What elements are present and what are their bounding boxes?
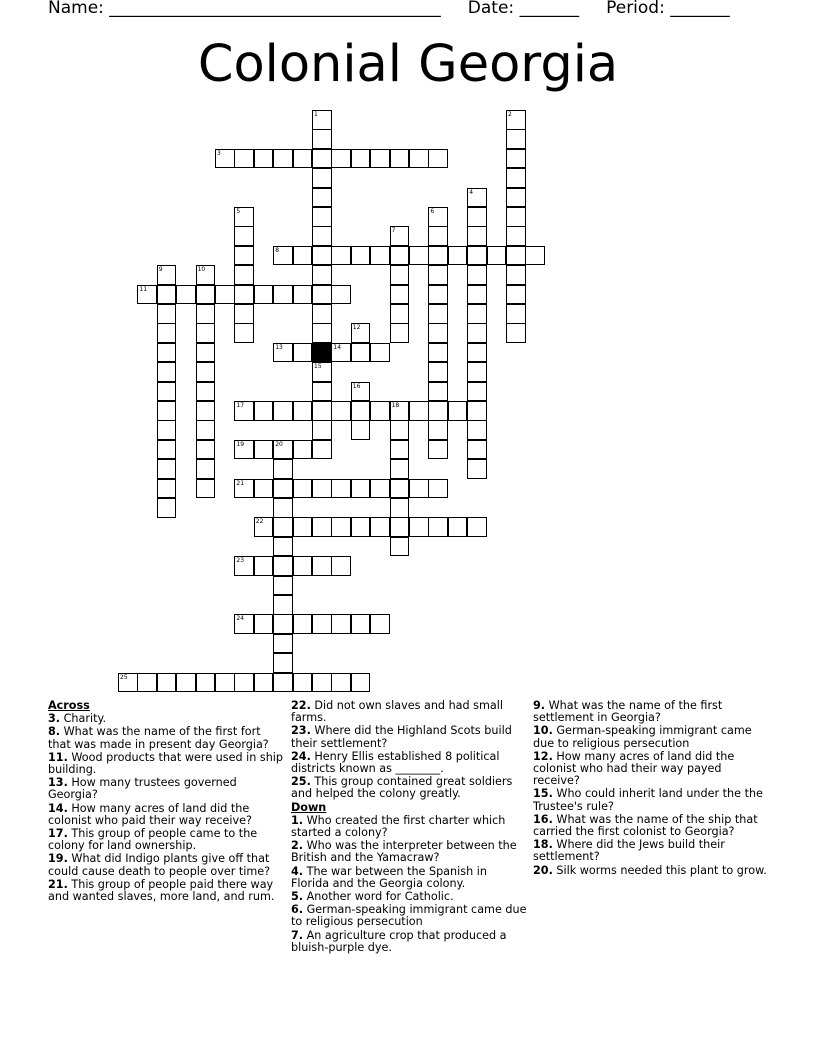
grid-cell[interactable] (254, 440, 274, 460)
grid-cell[interactable] (351, 517, 371, 537)
grid-cell[interactable] (273, 576, 293, 596)
grid-cell[interactable] (157, 362, 177, 382)
clues-column-1 (48, 700, 284, 904)
grid-cell[interactable] (254, 285, 274, 305)
grid-cell[interactable] (234, 265, 254, 285)
grid-cell[interactable] (428, 226, 448, 246)
grid-cell[interactable] (157, 343, 177, 363)
clue-down-1: 1. Who created the first charter which started a colony? (291, 813, 506, 840)
clue-number: 6 (430, 208, 435, 215)
clue-number: 25 (120, 673, 128, 681)
grid-cell[interactable] (273, 653, 293, 673)
grid-cell[interactable] (157, 323, 177, 343)
grid-cell[interactable] (390, 517, 410, 537)
grid-cell[interactable] (467, 517, 487, 537)
clues-column-3 (533, 700, 769, 878)
grid-cell[interactable] (293, 246, 313, 266)
grid-cell[interactable] (273, 614, 293, 634)
clue-number: 2 (508, 111, 512, 118)
clue-down-18: 18. Where did the Jews build their settlement? (533, 838, 725, 864)
grid-cell[interactable] (331, 343, 351, 363)
grid-cell[interactable] (312, 188, 332, 208)
grid-cell[interactable] (137, 285, 157, 305)
grid-cell[interactable] (351, 343, 371, 363)
grid-cell[interactable] (254, 517, 274, 537)
grid-cell[interactable] (273, 537, 293, 557)
grid-cell[interactable] (467, 246, 487, 266)
grid-cell[interactable] (351, 479, 371, 499)
grid-cell[interactable] (157, 285, 177, 305)
grid-cell[interactable] (351, 401, 371, 421)
grid-cell[interactable] (506, 188, 526, 208)
grid-cell[interactable] (390, 149, 410, 169)
grid-cell[interactable] (390, 265, 410, 285)
grid-cell[interactable] (273, 459, 293, 479)
puzzle-title: Colonial Georgia (197, 35, 619, 94)
clue-across-21: 21. This group of people paid there way and wanted slaves, more land, and rum. (48, 877, 275, 904)
grid-cell[interactable] (331, 401, 351, 421)
grid-cell[interactable] (351, 323, 371, 343)
grid-cell[interactable] (312, 517, 332, 537)
clue-number: 14 (333, 343, 342, 351)
grid-cell[interactable] (196, 440, 216, 460)
clue-number: 19 (236, 440, 245, 448)
grid-cell[interactable] (370, 401, 390, 421)
grid-cell[interactable] (312, 149, 332, 169)
grid-cell[interactable] (428, 343, 448, 363)
grid-cell[interactable] (448, 246, 468, 266)
grid-cell[interactable] (370, 517, 390, 537)
clue-down-12: 12. How many acres of land did the colonist who had their way payed receive? (533, 749, 735, 788)
grid-cell[interactable] (390, 440, 410, 460)
black-cell (312, 343, 332, 363)
grid-cell[interactable] (312, 265, 332, 285)
grid-cell[interactable] (467, 459, 487, 479)
grid-cell[interactable] (157, 440, 177, 460)
grid-cell[interactable] (428, 149, 448, 169)
grid-cell[interactable] (196, 401, 216, 421)
grid-cell[interactable] (273, 498, 293, 518)
clue-across-22: 22. Did not own slaves and had small farms. (291, 699, 503, 725)
grid-cell[interactable] (409, 246, 429, 266)
grid-cell[interactable] (312, 285, 332, 305)
grid-cell[interactable] (331, 556, 351, 576)
grid-cell[interactable] (467, 323, 487, 343)
grid-cell[interactable] (293, 149, 313, 169)
grid-cell[interactable] (428, 246, 448, 266)
grid-cell[interactable] (234, 304, 254, 324)
grid-cell[interactable] (409, 149, 429, 169)
grid-cell[interactable] (390, 537, 410, 557)
grid-cell[interactable] (331, 479, 351, 499)
grid-cell[interactable] (390, 304, 410, 324)
grid-cell[interactable] (293, 440, 313, 460)
grid-cell[interactable] (312, 207, 332, 227)
grid-cell[interactable] (390, 401, 410, 421)
grid-cell[interactable] (312, 556, 332, 576)
clue-number: 9 (158, 266, 163, 274)
grid-cell[interactable] (467, 226, 487, 246)
grid-cell[interactable] (234, 207, 254, 227)
grid-cell[interactable] (196, 362, 216, 382)
grid-cell[interactable] (351, 149, 371, 169)
grid-cell[interactable] (234, 673, 254, 693)
grid-cell[interactable] (157, 498, 177, 518)
grid-cell[interactable] (390, 459, 410, 479)
grid-cell[interactable] (312, 479, 332, 499)
clue-down-2: 2. Who was the interpreter between the British and the Yamacraw? (291, 839, 517, 865)
grid-cell[interactable] (215, 673, 235, 693)
grid-cell[interactable] (273, 149, 293, 169)
grid-cell[interactable] (351, 382, 371, 402)
grid-cell[interactable] (370, 479, 390, 499)
grid-cell[interactable] (467, 362, 487, 382)
grid-cell[interactable] (215, 149, 235, 169)
grid-cell[interactable] (273, 517, 293, 537)
clue-number: 7 (391, 227, 396, 235)
grid-cell[interactable] (525, 246, 545, 266)
grid-cell[interactable] (506, 323, 526, 343)
clue-down-4: 4. The war between the Spanish in Florida and the Georgia colony. (291, 864, 487, 890)
grid-cell[interactable] (467, 440, 487, 460)
clue-across-14: 14. How many acres of land did the colonist who paid their way receive? (48, 801, 252, 827)
clue-number: 20 (275, 440, 283, 448)
grid-cell[interactable] (293, 285, 313, 305)
grid-cell[interactable] (273, 673, 293, 693)
grid-cell[interactable] (370, 614, 390, 634)
grid-cell[interactable] (409, 401, 429, 421)
clue-number: 4 (469, 188, 474, 196)
grid-cell[interactable] (506, 129, 526, 149)
grid-cell[interactable] (273, 556, 293, 576)
grid-cell[interactable] (506, 265, 526, 285)
clue-number: 17 (236, 402, 245, 409)
grid-cell[interactable] (312, 401, 332, 421)
grid-cell[interactable] (351, 246, 371, 266)
grid-cell[interactable] (234, 401, 254, 421)
grid-cell[interactable] (506, 246, 526, 266)
clue-across-24: 24. Henry Ellis established 8 political districts known as ________. (291, 749, 500, 776)
clue-down-9: 9. What was the name of the first settlement in Georgia? (533, 699, 723, 725)
grid-cell[interactable] (428, 323, 448, 343)
grid-cell[interactable] (273, 634, 293, 654)
grid-cell[interactable] (467, 382, 487, 402)
clue-number: 22 (255, 518, 264, 526)
clues-column-2 (291, 700, 527, 955)
clue-down-5: 5. Another word for Catholic. (291, 890, 454, 904)
clue-across-8: 8. What was the name of the first fort that was made in present day Georgia? (48, 725, 269, 751)
grid-cell[interactable] (196, 304, 216, 324)
grid-cell[interactable] (467, 401, 487, 421)
grid-cell[interactable] (234, 556, 254, 576)
grid-cell[interactable] (409, 479, 429, 499)
grid-cell[interactable] (390, 323, 410, 343)
grid-cell[interactable] (428, 362, 448, 382)
clue-across-11: 11. Wood products that were used in ship building. (48, 750, 284, 777)
grid-cell[interactable] (234, 440, 254, 460)
grid-cell[interactable] (273, 479, 293, 499)
grid-cell[interactable] (196, 479, 216, 499)
grid-cell[interactable] (293, 343, 313, 363)
grid-cell[interactable] (428, 440, 448, 460)
grid-cell[interactable] (234, 226, 254, 246)
grid-cell[interactable] (331, 246, 351, 266)
clue-number: 12 (352, 324, 361, 332)
grid-cell[interactable] (234, 323, 254, 343)
grid-cell[interactable] (428, 401, 448, 421)
clue-number: 23 (236, 557, 245, 565)
grid-cell[interactable] (273, 343, 293, 363)
clue-down-6: 6. German-speaking immigrant came due to religious persecution (291, 903, 527, 929)
grid-cell[interactable] (428, 265, 448, 285)
grid-cell[interactable] (254, 479, 274, 499)
grid-cell[interactable] (254, 149, 274, 169)
clue-number: 8 (275, 246, 280, 254)
grid-cell[interactable] (157, 420, 177, 440)
grid-cell[interactable] (157, 382, 177, 402)
grid-cell[interactable] (157, 401, 177, 421)
grid-cell[interactable] (312, 673, 332, 693)
grid-cell[interactable] (506, 207, 526, 227)
grid-cell[interactable] (196, 343, 216, 363)
grid-cell[interactable] (176, 673, 196, 693)
grid-cell[interactable] (196, 285, 216, 305)
grid-cell[interactable] (137, 673, 157, 693)
clue-down-16: 16. What was the name of the ship that carried the first colonist to Georgia? (533, 812, 758, 839)
clue-across-17: 17. This group of people came to the colony for land ownership. (48, 827, 258, 853)
grid-cell[interactable] (157, 479, 177, 499)
clue-across-23: 23. Where did the Highland Scots build their settlement? (291, 724, 512, 750)
grid-cell[interactable] (390, 246, 410, 266)
clue-number: 3 (217, 149, 221, 157)
grid-cell[interactable] (428, 285, 448, 305)
grid-cell[interactable] (467, 207, 487, 227)
grid-cell[interactable] (312, 420, 332, 440)
across-heading: Across (48, 699, 90, 712)
clue-number: 11 (139, 285, 148, 293)
grid-cell[interactable] (157, 459, 177, 479)
grid-cell[interactable] (273, 401, 293, 421)
grid-cell[interactable] (390, 420, 410, 440)
grid-cell[interactable] (293, 517, 313, 537)
grid-cell[interactable] (157, 304, 177, 324)
grid-cell[interactable] (273, 285, 293, 305)
clue-down-7: 7. An agriculture crop that produced a bluish-purple dye. (291, 928, 507, 954)
grid-cell[interactable] (157, 673, 177, 693)
grid-cell[interactable] (331, 614, 351, 634)
clue-number: 10 (197, 266, 206, 274)
grid-cell[interactable] (506, 226, 526, 246)
grid-cell[interactable] (293, 614, 313, 634)
grid-cell[interactable] (234, 149, 254, 169)
grid-cell[interactable] (428, 382, 448, 402)
grid-cell[interactable] (467, 285, 487, 305)
clue-across-3: 3. Charity. (48, 712, 107, 726)
grid-cell[interactable] (467, 304, 487, 324)
grid-cell[interactable] (506, 149, 526, 169)
grid-cell[interactable] (176, 285, 196, 305)
grid-cell[interactable] (312, 362, 332, 382)
grid-cell[interactable] (273, 440, 293, 460)
grid-cell[interactable] (428, 207, 448, 227)
grid-cell[interactable] (506, 285, 526, 305)
grid-cell[interactable] (118, 673, 138, 693)
grid-cell[interactable] (293, 479, 313, 499)
grid-cell[interactable] (254, 401, 274, 421)
grid-cell[interactable] (234, 614, 254, 634)
grid-cell[interactable] (467, 265, 487, 285)
grid-cell[interactable] (428, 304, 448, 324)
grid-cell[interactable] (467, 188, 487, 208)
grid-cell[interactable] (370, 246, 390, 266)
grid-cell[interactable] (448, 401, 468, 421)
clue-down-20: 20. Silk worms needed this plant to grow. (533, 863, 767, 877)
grid-cell[interactable] (215, 285, 235, 305)
grid-cell[interactable] (506, 304, 526, 324)
grid-cell[interactable] (254, 614, 274, 634)
grid-cell[interactable] (467, 343, 487, 363)
grid-cell[interactable] (351, 673, 371, 693)
grid-cell[interactable] (293, 673, 313, 693)
grid-cell[interactable] (196, 673, 216, 693)
grid-cell[interactable] (293, 556, 313, 576)
grid-cell[interactable] (448, 517, 468, 537)
grid-cell[interactable] (312, 304, 332, 324)
grid-cell[interactable] (370, 149, 390, 169)
grid-cell[interactable] (196, 420, 216, 440)
clue-across-19: 19. What did Indigo plants give off that could cause death to people over time? (48, 852, 271, 878)
clue-number: 1 (314, 111, 318, 118)
grid-cell[interactable] (273, 246, 293, 266)
grid-cell[interactable] (293, 401, 313, 421)
grid-cell[interactable] (390, 498, 410, 518)
grid-cell[interactable] (196, 459, 216, 479)
grid-cell[interactable] (312, 226, 332, 246)
grid-cell[interactable] (351, 420, 371, 440)
grid-cell[interactable] (312, 440, 332, 460)
grid-cell[interactable] (234, 246, 254, 266)
grid-cell[interactable] (234, 479, 254, 499)
clue-down-15: 15. Who could inherit land under the the Trustee's rule? (533, 787, 763, 813)
grid-cell[interactable] (312, 614, 332, 634)
grid-cell[interactable] (312, 323, 332, 343)
grid-cell[interactable] (157, 265, 177, 285)
grid-cell[interactable] (506, 110, 526, 130)
grid-cell[interactable] (312, 168, 332, 188)
grid-cell[interactable] (312, 129, 332, 149)
grid-cell[interactable] (467, 420, 487, 440)
grid-cell[interactable] (312, 246, 332, 266)
grid-cell[interactable] (196, 323, 216, 343)
clue-across-13: 13. How many trustees governed Georgia? (48, 776, 237, 802)
grid-cell[interactable] (390, 479, 410, 499)
clue-number: 15 (314, 363, 322, 371)
grid-cell[interactable] (234, 285, 254, 305)
grid-cell[interactable] (428, 517, 448, 537)
clue-number: 16 (352, 382, 361, 390)
grid-cell[interactable] (312, 382, 332, 402)
grid-cell[interactable] (331, 673, 351, 693)
grid-cell[interactable] (331, 149, 351, 169)
clue-down-10: 10. German-speaking immigrant came due to religious persecution (533, 724, 752, 750)
grid-cell[interactable] (487, 246, 507, 266)
grid-cell[interactable] (506, 168, 526, 188)
grid-cell[interactable] (428, 420, 448, 440)
grid-cell[interactable] (254, 556, 274, 576)
grid-cell[interactable] (254, 673, 274, 693)
clue-number: 24 (236, 615, 245, 623)
clue-number: 21 (236, 479, 245, 487)
grid-cell[interactable] (331, 285, 351, 305)
grid-cell[interactable] (196, 382, 216, 402)
clue-number: 13 (275, 343, 283, 351)
clue-across-25: 25. This group contained great soldiers and helped the colony greatly. (291, 775, 513, 801)
grid-cell[interactable] (273, 595, 293, 615)
grid-cell[interactable] (196, 265, 216, 285)
grid-cell[interactable] (351, 614, 371, 634)
grid-cell[interactable] (370, 343, 390, 363)
grid-cell[interactable] (312, 110, 332, 130)
down-heading: Down (291, 800, 327, 814)
grid-cell[interactable] (409, 517, 429, 537)
grid-cell[interactable] (331, 517, 351, 537)
clue-number: 5 (236, 208, 241, 215)
name-date-period-line: Name: _______________________________________ Date: _______ Period: _______ (48, 0, 730, 18)
clue-number: 18 (391, 402, 400, 409)
grid-cell[interactable] (390, 226, 410, 246)
grid-cell[interactable] (428, 479, 448, 499)
grid-cell[interactable] (390, 285, 410, 305)
